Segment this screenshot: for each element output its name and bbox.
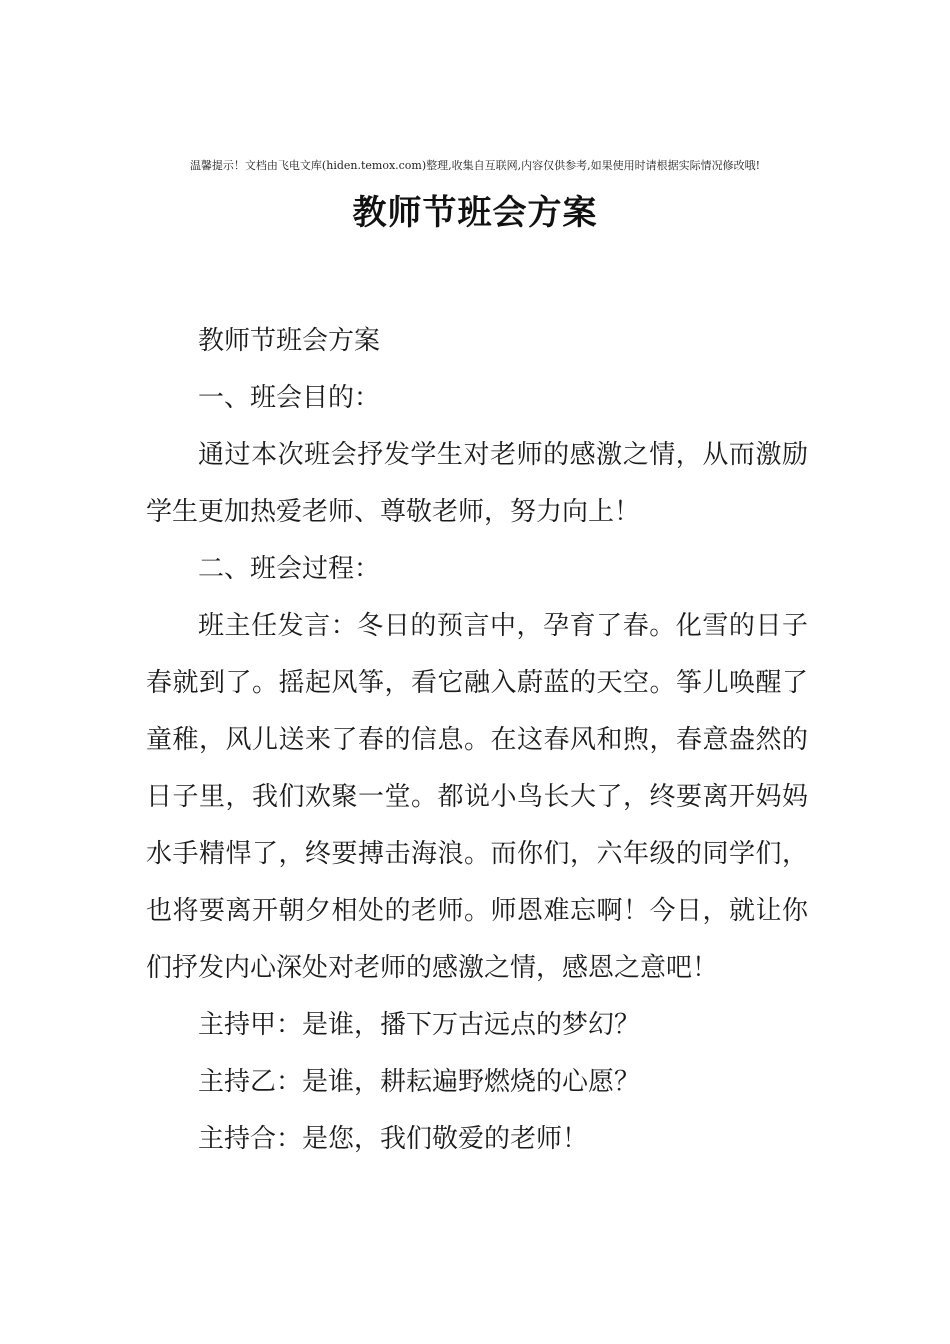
paragraph-teacher-speech: 班主任发言：冬日的预言中，孕育了春。化雪的日子春就到了。摇起风筝，看它融入蔚蓝的天空。筝儿唤醒了童稚，风儿送来了春的信息。在这春风和煦，春意盎然的日子里，我们欢聚一堂。都说小鸟长大了，终要离开妈妈水手精悍了，终要搏击海浪。而你们，六年级的同学们，也将要离开朝夕相处的老师。师恩难忘啊！今日，就让你们抒发内心深处对老师的感激之情，感恩之意吧！: [146, 611, 808, 983]
paragraph-purpose: 通过本次班会抒发学生对老师的感激之情，从而激励学生更加热爱老师、尊敬老师，努力向上！: [146, 440, 808, 527]
paragraph-section-2-heading: 二、班会过程：: [198, 554, 381, 584]
document-title: 教师节班会方案: [352, 193, 598, 233]
paragraph-host-b: 主持乙：是谁，耕耘遍野燃烧的心愿？: [198, 1067, 641, 1097]
paragraph-host-a: 主持甲：是谁，播下万古远点的梦幻？: [198, 1010, 641, 1040]
document-body: [146, 313, 808, 1168]
paragraph-subtitle: 教师节班会方案: [198, 326, 381, 356]
paragraph-hosts-together: 主持合：是您，我们敬爱的老师！: [198, 1124, 589, 1154]
paragraph-section-1-heading: 一、班会目的：: [198, 383, 381, 413]
header-notice: 温馨提示！文档由飞电文库(hiden.temox.com)整理,收集自互联网,内容仅供参考,如果使用时请根据实际情况修改哦!: [189, 159, 761, 172]
